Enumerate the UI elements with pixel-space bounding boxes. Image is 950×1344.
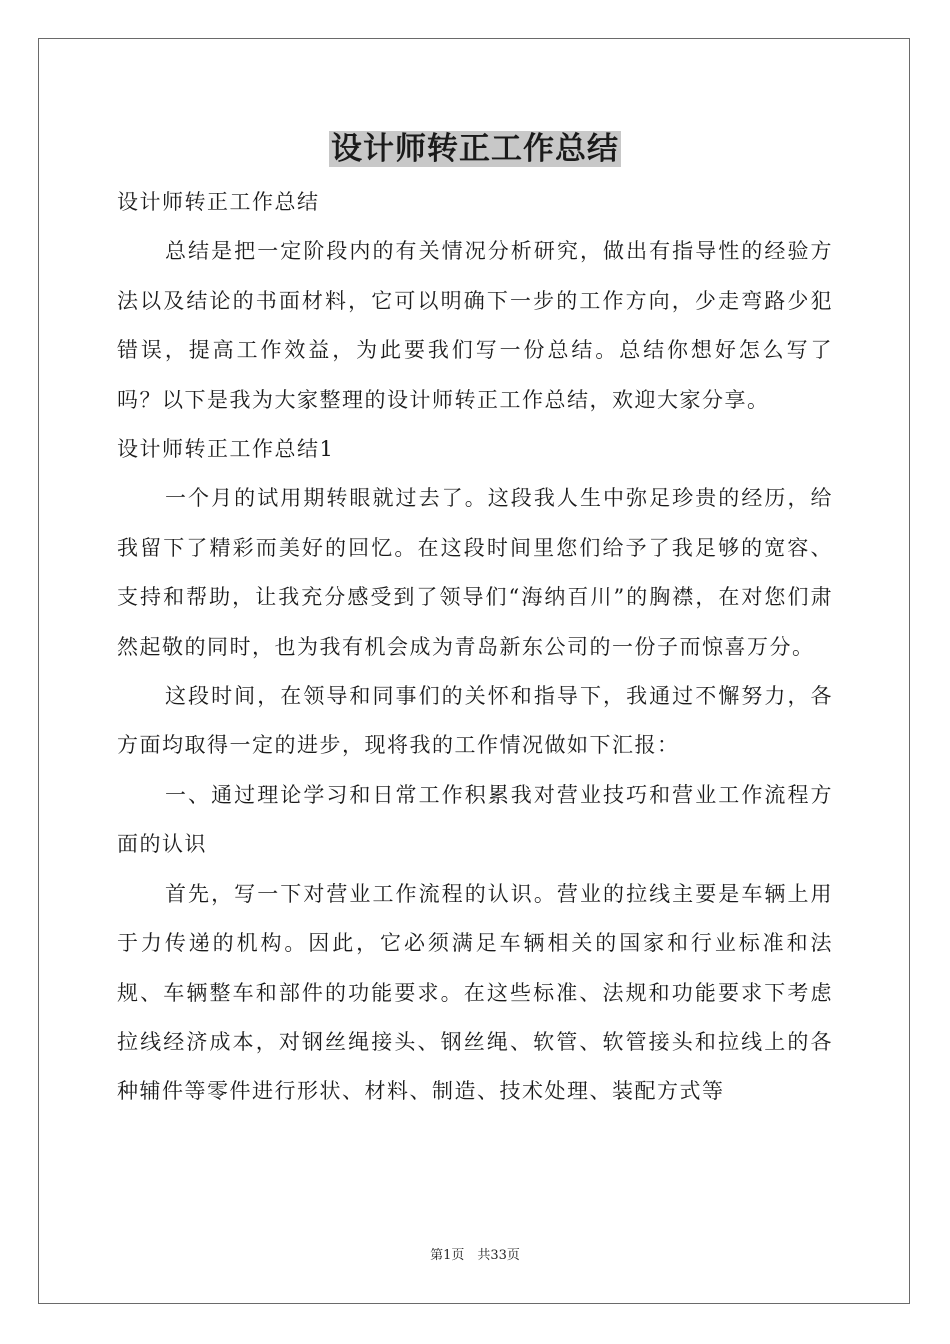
list-heading-1: 一、通过理论学习和日常工作积累我对营业技巧和营业工作流程方面的认识	[117, 782, 833, 857]
body-paragraph-2: 这段时间，在领导和同事们的关怀和指导下，我通过不懈努力，各方面均取得一定的进步，现将我的工作情况做如下汇报：	[117, 684, 833, 758]
page-number: 第1页 共33页	[430, 1248, 520, 1263]
subtitle-line: 设计师转正工作总结	[117, 190, 320, 214]
document-title	[0, 127, 950, 171]
document-title-text: 设计师转正工作总结	[331, 131, 619, 167]
body-paragraph-3: 首先，写一下对营业工作流程的认识。营业的拉线主要是车辆上用于力传递的机构。因此，它必须满足车辆相关的国家和行业标准和法规、车辆整车和部件的功能要求。在这些标准、法规和功能要求下考虑拉线经济成本，对钢丝绳接头、钢丝绳、软管、软管接头和拉线上的各种辅件等零件进行形状、材料、制造、技术处理、装配方式等	[117, 881, 833, 1104]
body-paragraph-1: 一个月的试用期转眼就过去了。这段我人生中弥足珍贵的经历，给我留下了精彩而美好的回忆。在这段时间里您们给予了我足够的宽容、支持和帮助，让我充分感受到了领导们“海纳百川”的胸襟，在对您们肃然起敬的同时，也为我有机会成为青岛新东公司的一份子而惊喜万分。	[117, 486, 833, 659]
section-heading-1: 设计师转正工作总结1	[117, 437, 335, 462]
intro-paragraph: 总结是把一定阶段内的有关情况分析研究，做出有指导性的经验方法以及结论的书面材料，它可以明确下一步的工作方向，少走弯路少犯错误，提高工作效益，为此要我们写一份总结。总结你想好怎么写了吗？以下是我为大家整理的设计师转正工作总结，欢迎大家分享。	[117, 239, 833, 412]
document-body	[117, 178, 833, 1117]
